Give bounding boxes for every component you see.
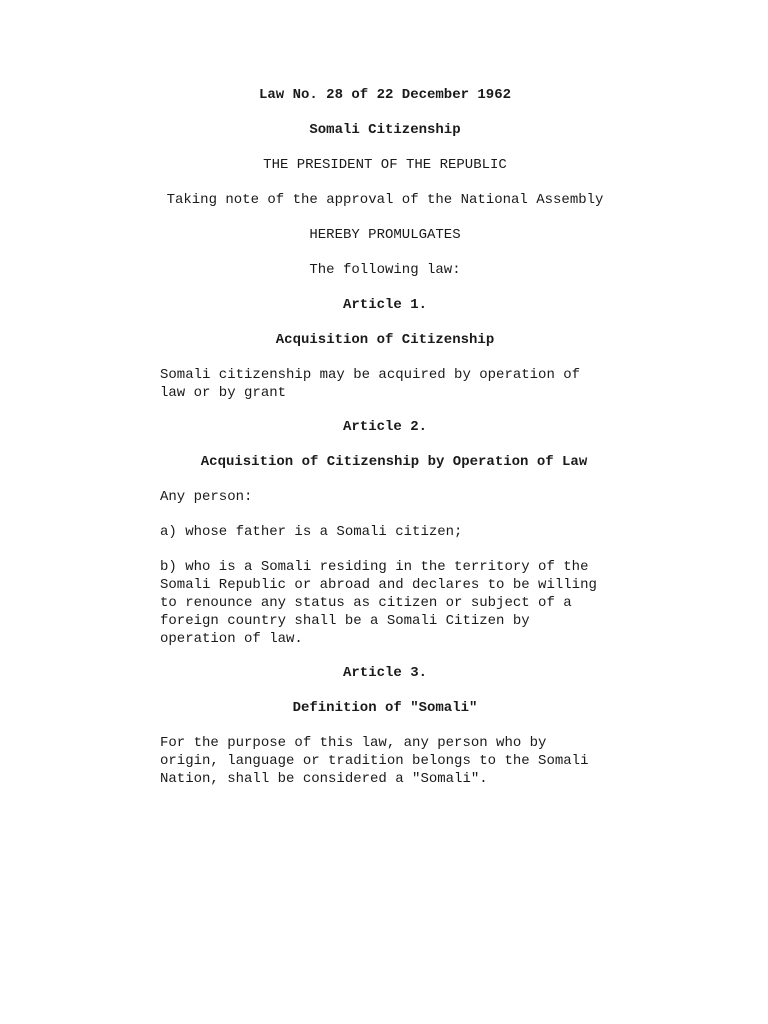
article-2-paragraph-1: Any person: <box>160 489 253 505</box>
promulgation-statement: HEREBY PROMULGATES <box>309 227 461 243</box>
article-3-paragraph-1: For the purpose of this law, any person who by origin, language or tradition belongs to the Somali Nation, shall be considered a "Somali". <box>160 735 589 787</box>
law-document <box>160 86 610 788</box>
law-title: Law No. 28 of 22 December 1962 <box>258 87 512 103</box>
article-3-number: Article 3. <box>342 665 427 681</box>
article-2-number: Article 2. <box>342 419 427 435</box>
article-2-paragraph-3: b) who is a Somali residing in the territory of the Somali Republic or abroad and declares to be willing to renounce any status as citizen or subject of a foreign country shall be a Somali Citizen by operation of law. <box>160 559 597 647</box>
law-intro: The following law: <box>309 262 461 278</box>
article-1-number: Article 1. <box>342 297 427 313</box>
recital-text: Taking note of the approval of the National Assembly <box>166 192 604 208</box>
article-2-heading: Acquisition of Citizenship by Operation of Law <box>200 454 588 470</box>
article-1-heading: Acquisition of Citizenship <box>275 332 495 348</box>
article-3-heading: Definition of "Somali" <box>292 700 478 716</box>
issuing-authority: THE PRESIDENT OF THE REPUBLIC <box>263 157 507 173</box>
article-2-paragraph-2: a) whose father is a Somali citizen; <box>160 524 463 540</box>
document-subject: Somali Citizenship <box>309 122 461 138</box>
article-1-paragraph-1: Somali citizenship may be acquired by operation of law or by grant <box>160 367 581 401</box>
